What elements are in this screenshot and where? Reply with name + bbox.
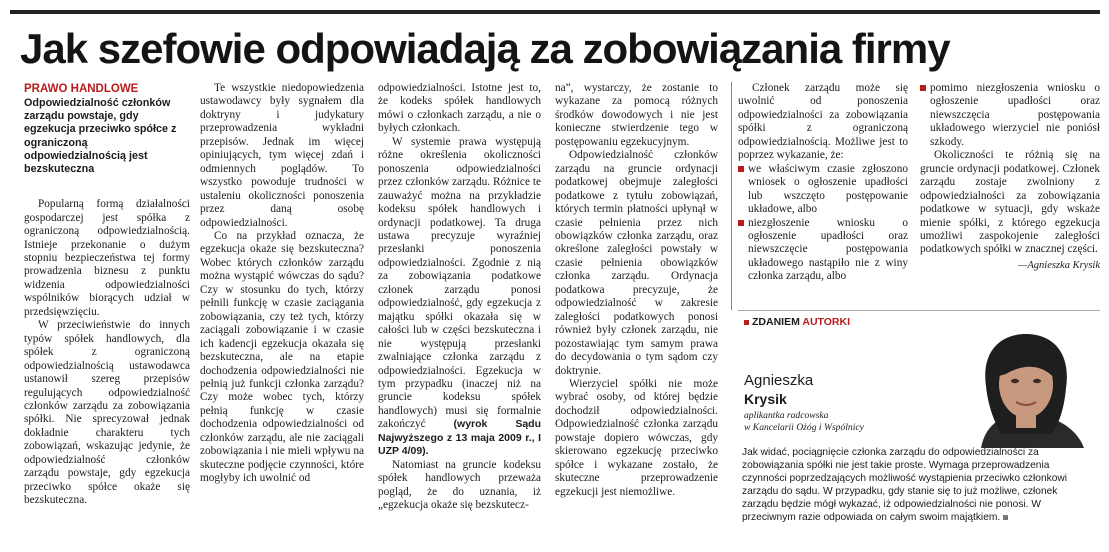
author-role	[744, 410, 864, 434]
paragraph: Te wszystkie niedopowiedzenia ustawodawcy były sygnałem dla doktryny i judykatury przeprowadzenia wykładni przepisów. Jednak im więcej opiniujących, tym więcej zdań i odmiennych poglądów. To wszystko powoduje trudności w ustaleniu okoliczności ponoszenia przez daną osobę odpowiedzialności.	[200, 82, 364, 229]
bullet-item	[738, 163, 908, 217]
author-name	[744, 372, 813, 408]
paragraph: Popularną formą działalności gospodarczej jest spółka z ograniczoną odpowiedzialnością. Istnieje przekonanie o dużym stopniu bezpieczeństwa tej formy prowadzenia biznesu z punktu widzenia odpowiedzialności wspólników biorących udział w przedsięwzięciu.	[24, 198, 190, 318]
author-portrait-image	[926, 326, 1094, 448]
opinion-label	[744, 316, 850, 328]
opinion-text-body: Jak widać, pociągnięcie członka zarządu do odpowiedzialności za zobowiązania spółki nie jest takie proste. Wymaga przeprowadzenia czynności poprzedzających możliwość wystąpienia przeciwko członkowi zarządu do sądu. W przypadku, gdy stanie się to już możliwe, członek zarządu będzie mógł wykazać, iż odpowiedzialności nie ponosi. W przeciwnym razie odpowiada on całym swoim majątkiem.	[742, 447, 1068, 524]
bullet-square-icon	[920, 85, 926, 91]
column-6	[920, 82, 1100, 272]
opinion-box	[738, 310, 1100, 548]
paragraph: W przeciwieństwie do innych typów spółek handlowych, dla spółek z ograniczoną odpowiedzialnością ustawodawca ustanowił szereg przepisów regulujących odpowiedzialność członków zarządu za zobowiązania spółki. Nie sprecyzował jednak dokładnie charakteru tych zobowiązań, wskazując jedynie, że odpowiedzialność członków zarządu powstaje, gdy egzekucja przeciwko spółce okaże się bezskuteczna.	[24, 319, 190, 507]
column-1	[24, 82, 190, 508]
bullet-text: niezgłoszenie wniosku o ogłoszenie upadłości oraz niewszczęcie postępowania układowego nastąpiło nie z winy członka zarządu, albo	[748, 216, 908, 283]
box-rule	[738, 310, 1100, 311]
top-rule	[10, 10, 1100, 14]
paragraph: Co na przykład oznacza, że egzekucja okaże się bezskuteczna? Wobec których członków zarządu można wystąpić wówczas do sądu? Czy w stosunku do tych, którzy pełnili funkcję w czasie zaciągania zobowiązania, czy też tych, którzy zaciągali zobowiązanie i w czasie ich kadencji egzekucja okazała się bezskuteczna, ale na etapie dochodzenia odpowiedzialności nie pełnią już funkcji członka zarządu? Czy może wobec tych, którzy pełnią funkcję w czasie dochodzenia odpowiedzialności od członków zarządu, ale nie zaciągali zobowiązania i nie mieli wpływu na skuteczne podjęcie czynności, które mogłyby ich uwolnić od	[200, 229, 364, 485]
bullet-item	[738, 217, 908, 284]
court-ruling-reference: (wyrok Sądu Najwyższego z 13 maja 2009 r., I UZP 4/09).	[378, 418, 541, 458]
author-signature: —Agnieszka Krysik	[1018, 259, 1100, 271]
paragraph: Odpowiedzialność członków zarządu na gruncie ordynacji podatkowej obejmuje zaległości podatkowe z tytułu zobowiązań, których termin płatności upłynął w czasie pełnienia przez nich obowiązków członka zarządu, oraz określone zaległości powstały w czasie pełnienia obowiązków członka zarządu. Ordynacja podatkowa precyzuje, że odpowiedzialność w zakresie zaległości podatkowych ponosi również były członek zarządu, nie pozostawiając tym samym prawa do decydowania o tym sądom czy doktrynie.	[555, 149, 718, 377]
author-last-name: Krysik	[744, 391, 787, 407]
bullet-text: we właściwym czasie zgłoszono wniosek o ogłoszenie upadłości lub wszczęto postępowanie układowe, albo	[748, 162, 908, 216]
author-photo	[926, 326, 1094, 448]
paragraph: na”, wystarczy, że zostanie to wykazane za pomocą różnych środków dowodowych i nie jest konieczne stwierdzenie tego w postępowaniu egzekucyjnym.	[555, 82, 718, 148]
paragraph: Okoliczności te różnią się na gruncie ordynacji podatkowej. Członek zarządu zostaje zwolniony z odpowiedzialności za zobowiązania podatkowe w sytuacji, gdy wskaże mienie spółki, z którego egzekucja umożliwi zaspokojenie zaległości podatkowych spółki w znacznej części.	[920, 149, 1100, 256]
author-role-line: aplikantka radcowska	[744, 410, 829, 421]
author-role-line: w Kancelarii Ożóg i Wspólnicy	[744, 422, 864, 433]
column-5	[738, 82, 908, 284]
author-first-name: Agnieszka	[744, 372, 814, 389]
end-mark-icon	[1003, 515, 1008, 520]
paragraph: Wierzyciel spółki nie może wybrać osoby, od której będzie dochodził odpowiedzialności. Odpowiedzialność członka zarządu powstaje dopiero wówczas, gdy skierowano egzekucję przeciwko spółce i wykazane zostało, że skuteczne przeprowadzenie egzekucji jest niemożliwe.	[555, 377, 718, 498]
column-divider	[731, 82, 732, 310]
label-prefix: ZDANIEM	[752, 316, 800, 328]
label-square-icon	[744, 320, 749, 325]
bullet-square-icon	[738, 220, 744, 226]
paragraph: odpowiedzialności. Istotne jest to, że kodeks spółek handlowych mówi o członkach zarządu, a nie o byłych członkach.	[378, 82, 541, 135]
opinion-text	[742, 446, 1094, 525]
lead-text: Odpowiedzialność członków zarządu powstaje, gdy egzekucja przeciwko spółce z ograniczoną odpowiedzialnością jest bezskuteczna	[24, 97, 177, 176]
label-accent: AUTORKI	[802, 316, 851, 328]
bullet-square-icon	[738, 166, 744, 172]
column-3	[378, 82, 541, 513]
paragraph: Natomiast na gruncie kodeksu spółek handlowych przeważa pogląd, że do uznania, iż „egzekucja okaże się bezskutecz-	[378, 458, 541, 512]
paragraph	[378, 136, 541, 459]
bullet-item	[920, 82, 1100, 149]
headline: Jak szefowie odpowiadają za zobowiązania firmy	[20, 25, 950, 72]
column-2	[200, 82, 364, 486]
paragraph: Członek zarządu może się uwolnić od ponoszenia odpowiedzialności za zobowiązania spółki z ograniczoną odpowiedzialnością. Możliwe jest to poprzez wykazanie, że:	[738, 82, 908, 162]
bullet-text: pomimo niezgłoszenia wniosku o ogłoszenie upadłości oraz niewszczęcia postępowania układowego wierzyciel nie poniósł szkody.	[930, 82, 1100, 148]
column-4	[555, 82, 718, 499]
section-kicker: PRAWO HANDLOWE	[24, 83, 139, 95]
paragraph-text: W systemie prawa występują różne określenia okoliczności ponoszenia odpowiedzialności przez członków zarządu. Różnice te zauważyć można na przykładzie kodeksu spółek handlowych i ordynacji podatkowej. Ta druga ustawa precyzuje wyraźniej przesłanki ponoszenia odpowiedzialności. Zgodnie z nią za zobowiązania podatkowe członek zarządu ponosi odpowiedzialność, gdy egzekucja z majątku spółki okazała się w całości lub w części bezskuteczna i nie występują przesłanki zwalniające członka zarządu z odpowiedzialności. Egzekucja w tym przypadku (inaczej niż na gruncie kodeksu spółek handlowych) musi się formalnie zakończyć	[378, 135, 541, 431]
